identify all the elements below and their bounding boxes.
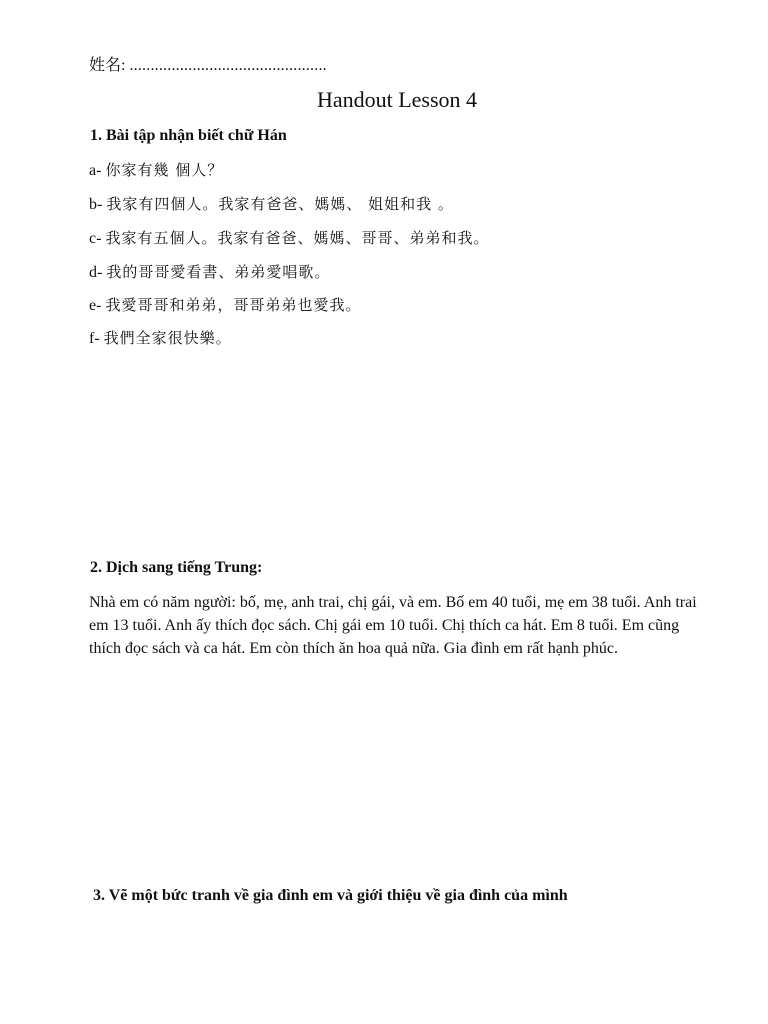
name-label: 姓名: — [89, 57, 126, 74]
page-title: Handout Lesson 4 — [316, 87, 478, 112]
item-letter: f- — [89, 330, 100, 347]
item-letter: e- — [89, 297, 102, 314]
section2-heading: 2. Dịch sang tiếng Trung: — [90, 559, 263, 576]
item-letter: d- — [89, 264, 103, 281]
exercise-item-d — [89, 261, 330, 282]
student-name-line — [89, 52, 327, 75]
item-text: 我家有五個人。我家有爸爸、媽媽、哥哥、弟弟和我。 — [105, 229, 490, 247]
item-text: 我的哥哥愛看書、弟弟愛唱歌。 — [106, 263, 331, 281]
exercise-item-b — [89, 193, 454, 214]
exercise-item-a — [89, 159, 223, 180]
name-blank: ............................................... — [129, 57, 327, 74]
item-letter: b- — [89, 196, 103, 213]
exercise-item-f — [89, 327, 232, 348]
exercise-item-e — [89, 294, 361, 315]
section1-heading: 1. Bài tập nhận biết chữ Hán — [90, 127, 287, 144]
item-letter: c- — [89, 230, 102, 247]
exercise-item-c — [89, 227, 489, 248]
item-text: 我家有四個人。我家有爸爸、媽媽、 姐姐和我 。 — [106, 195, 454, 213]
item-text: 我們全家很快樂。 — [103, 329, 232, 347]
item-text: 你家有幾 個人？ — [105, 161, 224, 179]
translation-paragraph: Nhà em có năm người: bố, mẹ, anh trai, chị gái, và em. Bố em 40 tuổi, mẹ em 38 tuổi. Anh trai em 13 tuổi. Anh ấy thích đọc sách. Chị gái em 10 tuổi. Chị thích ca hát. Em 8 tuổi. Em cũng thích đọc sách và ca hát. Em còn thích ăn hoa quả nữa. Gia đình em rất hạnh phúc. — [89, 594, 697, 657]
item-text: 我愛哥哥和弟弟，哥哥弟弟也愛我。 — [105, 296, 362, 314]
section3-heading: 3. Vẽ một bức tranh về gia đình em và giới thiệu về gia đình của mình — [93, 887, 568, 904]
item-letter: a- — [89, 162, 102, 179]
